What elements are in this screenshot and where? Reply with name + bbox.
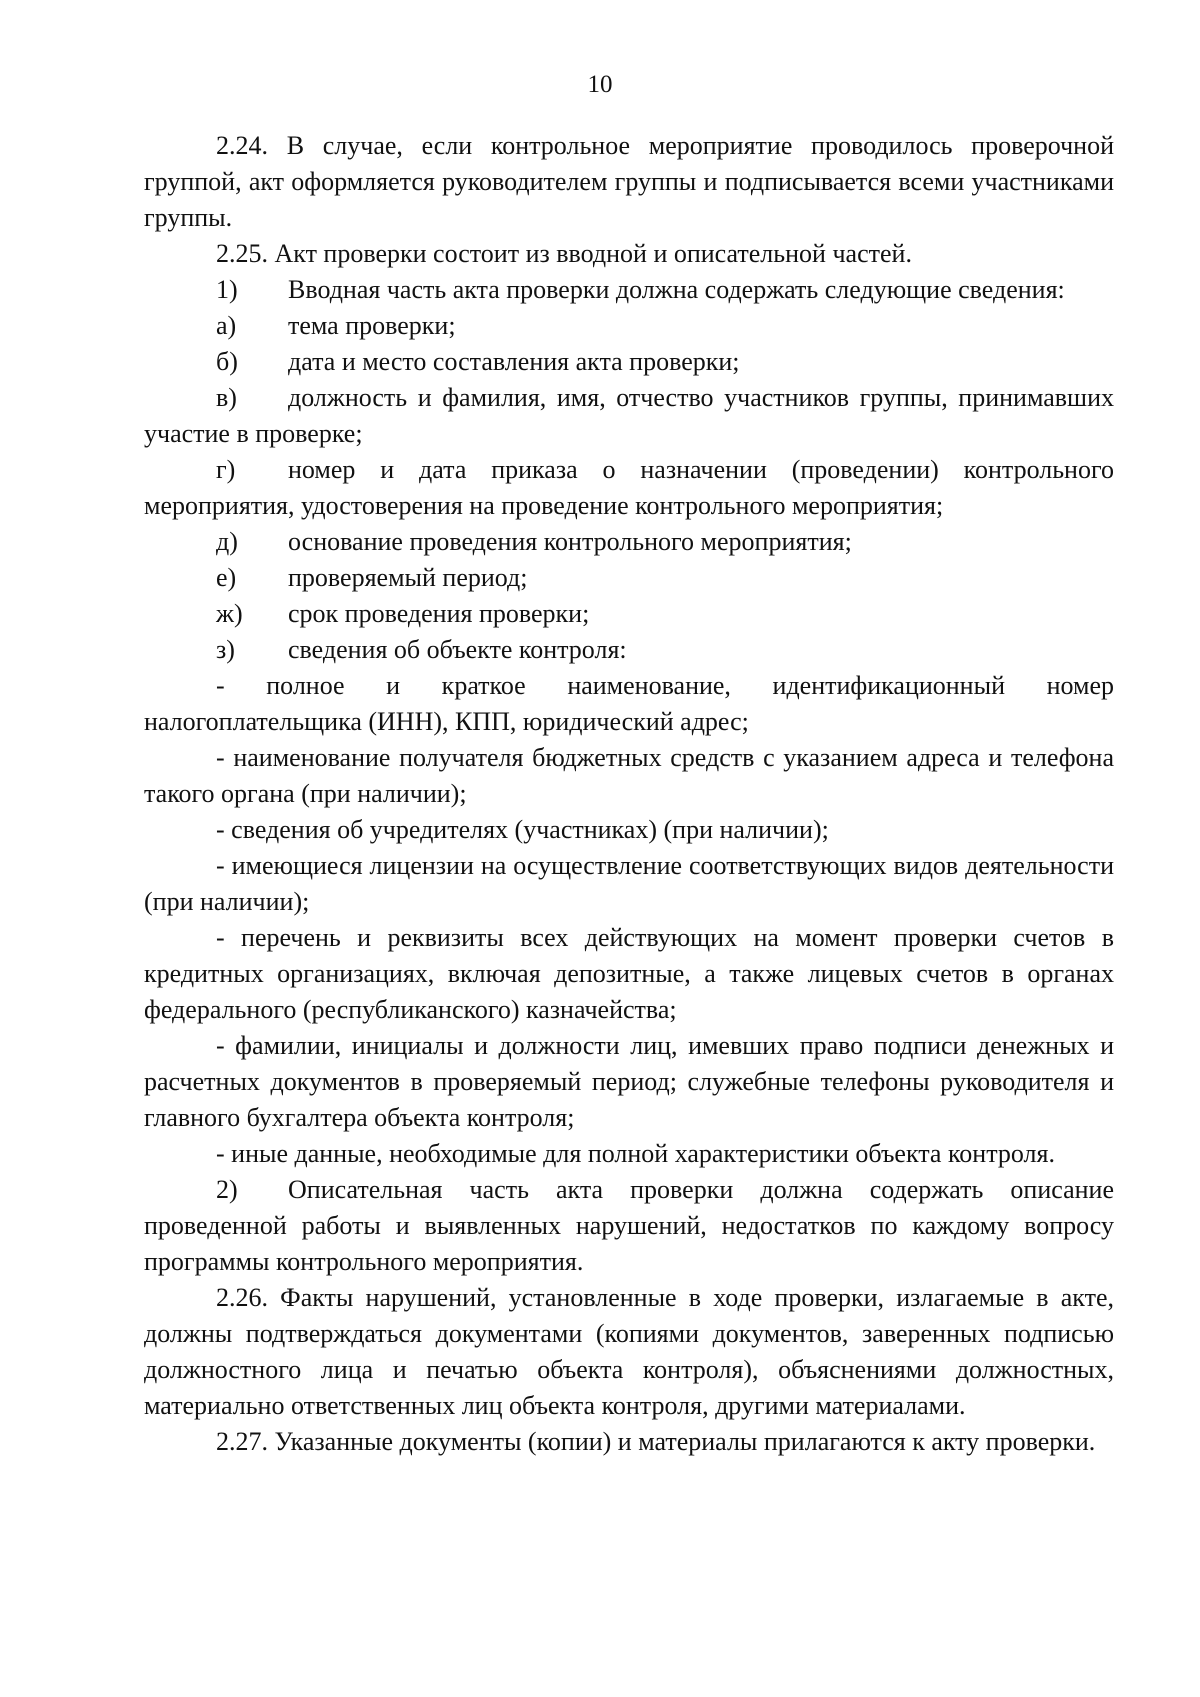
list-marker: 1): [216, 275, 238, 304]
paragraph: [144, 1136, 1114, 1172]
paragraph: [144, 1280, 1114, 1424]
paragraph: [144, 308, 1114, 344]
paragraph-text: проверяемый период;: [288, 563, 528, 592]
list-marker: б): [216, 347, 238, 376]
paragraph-text: должность и фамилия, имя, отчество участников группы, принимавших участие в проверке;: [144, 383, 1114, 448]
paragraph-text: Вводная часть акта проверки должна содержать следующие сведения:: [288, 275, 1065, 304]
paragraph: [144, 920, 1114, 1028]
document-body: [144, 128, 1114, 1460]
paragraph-text: - сведения об учредителях (участниках) (при наличии);: [216, 815, 829, 844]
paragraph-text: - перечень и реквизиты всех действующих на момент проверки счетов в кредитных организациях, включая депозитные, а также лицевых счетов в органах федерального (республиканского) казначейства;: [144, 923, 1114, 1024]
paragraph: [144, 272, 1114, 308]
paragraph: [144, 344, 1114, 380]
paragraph: [144, 1028, 1114, 1136]
paragraph: [144, 812, 1114, 848]
page-number: 10: [587, 71, 613, 98]
paragraph: [144, 632, 1114, 668]
paragraph-text: 2.26. Факты нарушений, установленные в ходе проверки, излагаемые в акте, должны подтверждаться документами (копиями документов, заверенных подписью должностного лица и печатью объекта контроля), объяснениями должностных, материально ответственных лиц объекта контроля, другими материалами.: [144, 1283, 1114, 1420]
paragraph-text: 2.27. Указанные документы (копии) и материалы прилагаются к акту проверки.: [216, 1427, 1096, 1456]
paragraph: [144, 848, 1114, 920]
paragraph-text: - имеющиеся лицензии на осуществление соответствующих видов деятельности (при наличии);: [144, 851, 1114, 916]
paragraph-text: срок проведения проверки;: [288, 599, 590, 628]
list-marker: а): [216, 311, 237, 340]
paragraph-text: - фамилии, инициалы и должности лиц, имевших право подписи денежных и расчетных документов в проверяемый период; служебные телефоны руководителя и главного бухгалтера объекта контроля;: [144, 1031, 1114, 1132]
paragraph-text: - наименование получателя бюджетных средств с указанием адреса и телефона такого органа (при наличии);: [144, 743, 1114, 808]
list-marker: е): [216, 563, 237, 592]
paragraph-text: 2.25. Акт проверки состоит из вводной и описательной частей.: [216, 239, 912, 268]
paragraph-text: - полное и краткое наименование, идентификационный номер налогоплательщика (ИНН), КПП, юридический адрес;: [144, 671, 1114, 736]
paragraph-text: - иные данные, необходимые для полной характеристики объекта контроля.: [216, 1139, 1055, 1168]
paragraph-text: основание проведения контрольного мероприятия;: [288, 527, 852, 556]
paragraph-text: 2.24. В случае, если контрольное мероприятие проводилось проверочной группой, акт оформляется руководителем группы и подписывается всеми участниками группы.: [144, 131, 1114, 232]
paragraph-text: Описательная часть акта проверки должна содержать описание проведенной работы и выявленных нарушений, недостатков по каждому вопросу программы контрольного мероприятия.: [144, 1175, 1114, 1276]
paragraph-text: сведения об объекте контроля:: [288, 635, 627, 664]
paragraph-text: номер и дата приказа о назначении (проведении) контрольного мероприятия, удостоверения на проведение контрольного мероприятия;: [144, 455, 1114, 520]
paragraph: [144, 380, 1114, 452]
paragraph: [144, 128, 1114, 236]
paragraph: [144, 596, 1114, 632]
paragraph: [144, 452, 1114, 524]
list-marker: 2): [216, 1175, 238, 1204]
paragraph: [144, 236, 1114, 272]
list-marker: г): [216, 455, 236, 484]
list-marker: в): [216, 383, 237, 412]
paragraph: [144, 524, 1114, 560]
paragraph-text: тема проверки;: [288, 311, 456, 340]
paragraph: [144, 1424, 1114, 1460]
list-marker: з): [216, 635, 235, 664]
paragraph: [144, 668, 1114, 740]
paragraph-text: дата и место составления акта проверки;: [288, 347, 740, 376]
list-marker: д): [216, 527, 238, 556]
list-marker: ж): [216, 599, 243, 628]
paragraph: [144, 560, 1114, 596]
paragraph: [144, 1172, 1114, 1280]
paragraph: [144, 740, 1114, 812]
